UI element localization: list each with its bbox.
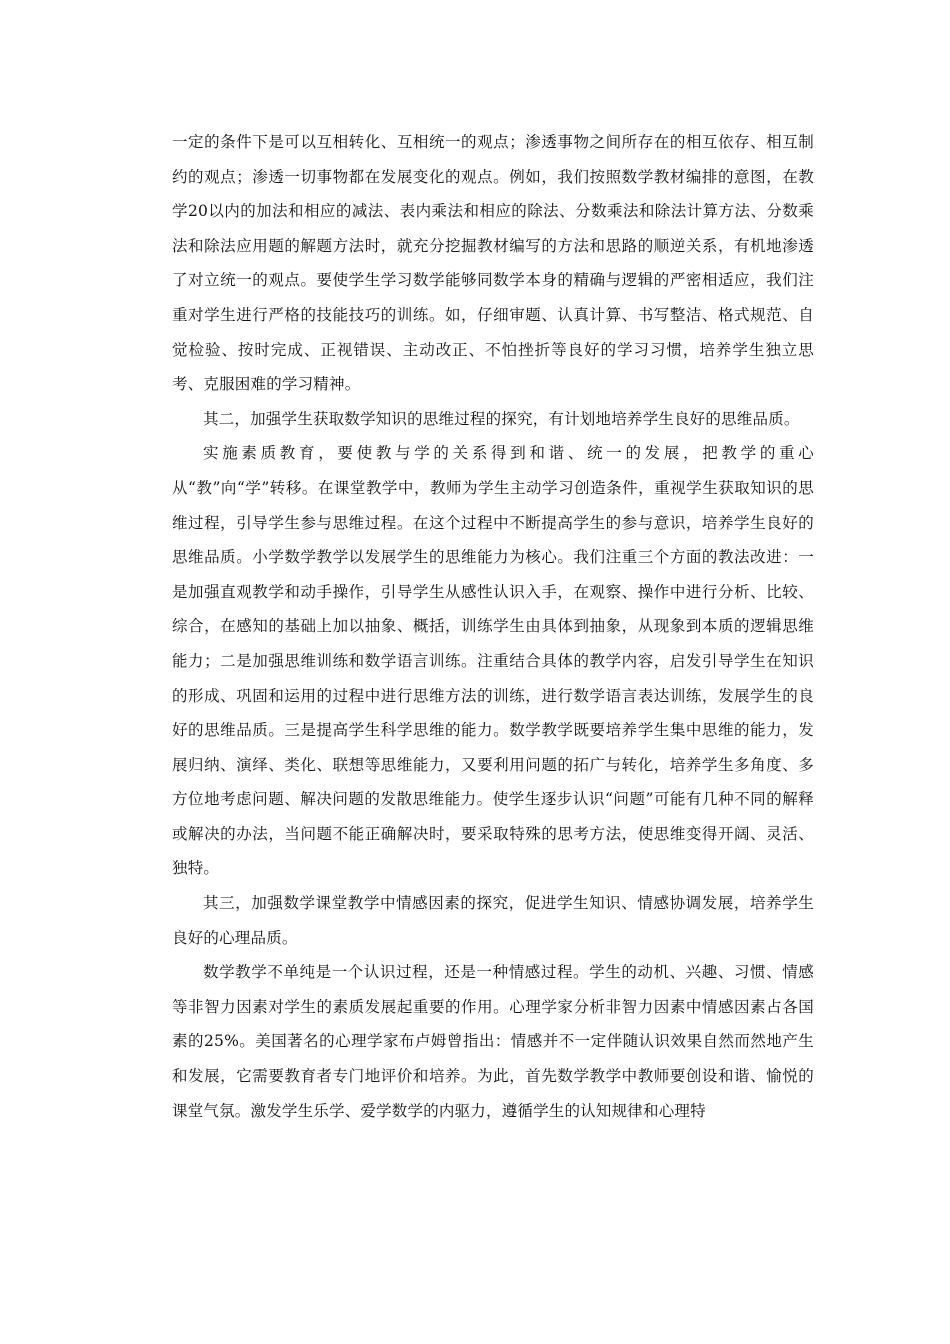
paragraph-2-heading: 其二，加强学生获取数学知识的思维过程的探究，有计划地培养学生良好的思维品质。 [203,409,800,428]
document-body [172,125,814,1128]
paragraph-1: 一定的条件下是可以互相转化、互相统一的观点；渗透事物之间所存在的相互依存、相互制约的观点；渗透一切事物都在发展变化的观点。例如，我们按照数学教材编排的意图，在教学20以内的加法和相应的减法、表内乘法和相应的除法、分数乘法和除法计算方法、分数乘法和除法应用题的解题方法时，就充分挖掘教材编写的方法和思路的顺逆关系，有机地渗透了对立统一的观点。要使学生学习数学能够同数学本身的精确与逻辑的严密相适应，我们注重对学生进行严格的技能技巧的训练。如，仔细审题、认真计算、书写整洁、格式规范、自觉检验、按时完成、正视错误、主动改正、不怕挫折等良好的学习习惯，培养学生独立思考、克服困难的学习精神。 [172,133,814,394]
paragraph-3: 实施素质教育，要使教与学的关系得到和谐、统一的发展，把教学的重心从“教”向“学”转移。在课堂教学中，教师为学生主动学习创造条件，重视学生获取知识的思维过程，引导学生参与思维过程。在这个过程中不断提高学生的参与意识，培养学生良好的思维品质。小学数学教学以发展学生的思维能力为核心。我们注重三个方面的教法改进：一是加强直观教学和动手操作，引导学生从感性认识入手，在观察、操作中进行分析、比较、综合，在感知的基础上加以抽象、概括，训练学生由具体到抽象，从现象到本质的逻辑思维能力；二是加强思维训练和数学语言训练。注重结合具体的教学内容，启发引导学生在知识的形成、巩固和运用的过程中进行思维方法的训练，进行数学语言表达训练，发展学生的良好的思维品质。三是提高学生科学思维的能力。数学教学既要培养学生集中思维的能力，发展归纳、演绎、类化、联想等思维能力，又要利用问题的拓广与转化，培养学生多角度、多方位地考虑问题、解决问题的发散思维能力。使学生逐步认识“问题”可能有几种不同的解释或解决的办法，当问题不能正确解决时，要采取特殊的思考方法，使思维变得开阔、灵活、独特。 [172,444,814,878]
paragraph-5: 数学教学不单纯是一个认识过程，还是一种情感过程。学生的动机、兴趣、习惯、情感等非智力因素对学生的素质发展起重要的作用。心理学家分析非智力因素中情感因素占各国素的25%。美国著名的心理学家布卢姆曾指出：情感并不一定伴随认识效果自然而然地产生和发展，它需要教育者专门地评价和培养。为此，首先数学教学中教师要创设和谐、愉悦的课堂气氛。激发学生乐学、爱学数学的内驱力，遵循学生的认知规律和心理特 [172,963,814,1120]
paragraph-4-heading: 其三，加强数学课堂教学中情感因素的探究，促进学生知识、情感协调发展，培养学生良好的心理品质。 [172,894,814,947]
